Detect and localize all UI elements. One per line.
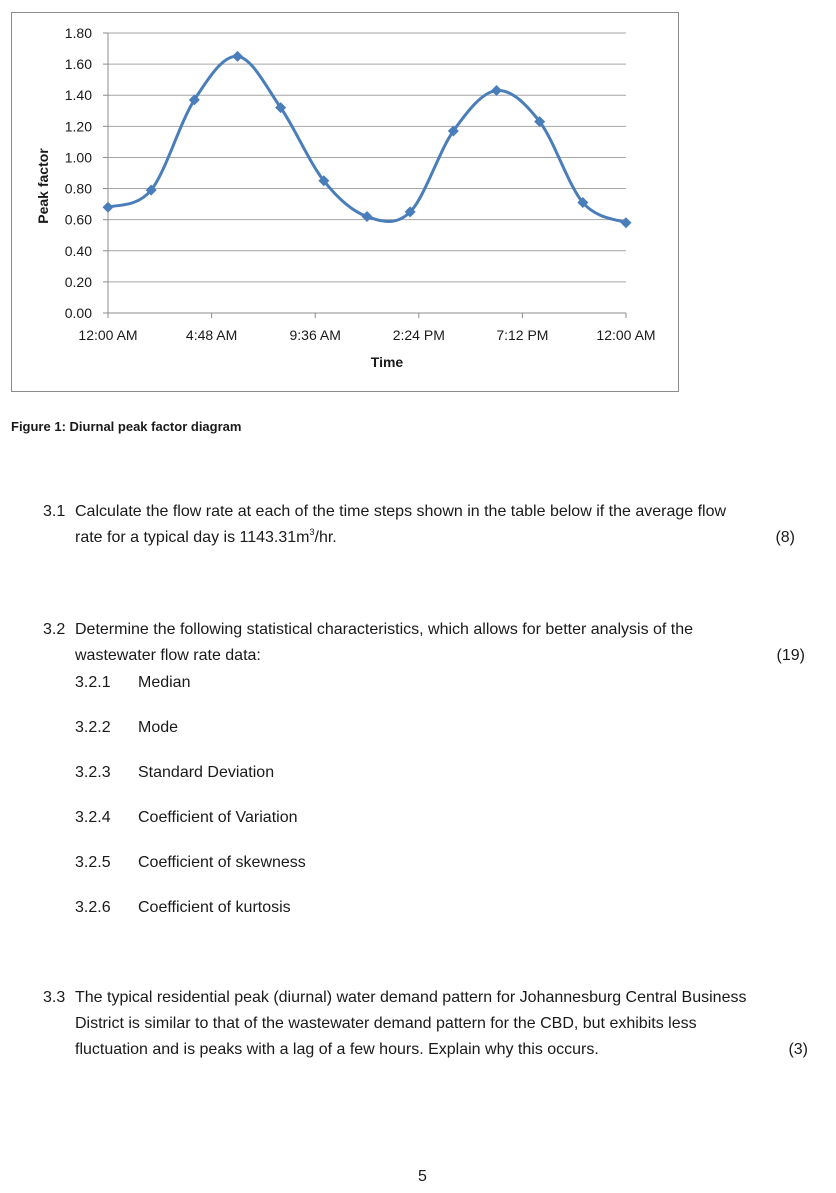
question-text-line: Determine the following statistical characteristics, which allows for better analysis of the	[75, 621, 694, 638]
question-3-2	[43, 617, 808, 669]
question-number: 3.3	[43, 989, 66, 1006]
question-3-1	[43, 499, 808, 551]
y-tick-label: 1.20	[64, 118, 92, 135]
subitem-number: 3.2.6	[75, 899, 111, 916]
subitem-text: Coefficient of kurtosis	[138, 899, 291, 916]
question-number: 3.1	[43, 503, 66, 520]
subitem-text: Median	[138, 674, 191, 691]
series-line	[108, 56, 626, 222]
superscript: 3	[309, 527, 315, 537]
y-tick-label: 0.40	[64, 242, 92, 259]
subitem-number: 3.2.5	[75, 854, 111, 871]
question-text-line: fluctuation and is peaks with a lag of a few hours. Explain why this occurs.	[75, 1041, 599, 1058]
question-text-line: wastewater flow rate data:	[75, 647, 261, 664]
diurnal-peak-factor-chart	[11, 12, 679, 392]
y-axis-title: Peak factor	[35, 148, 51, 224]
marks-label: (3)	[788, 1041, 808, 1058]
x-tick-label: 7:12 PM	[496, 327, 549, 343]
subitem-text: Mode	[138, 719, 179, 736]
question-number: 3.2	[43, 621, 66, 638]
question-text-line: District is similar to that of the wastewater demand pattern for the CBD, but exhibits less	[75, 1015, 697, 1032]
x-tick-label: 12:00 AM	[78, 327, 138, 343]
x-axis-title: Time	[370, 354, 404, 370]
y-tick-label: 1.60	[64, 56, 92, 73]
figure-caption: Figure 1: Diurnal peak factor diagram	[11, 419, 242, 434]
y-tick-label: 0.60	[64, 211, 92, 228]
question-text-line: Calculate the flow rate at each of the time steps shown in the table below if the average flow	[75, 503, 727, 520]
data-point-marker	[362, 211, 373, 222]
subitem-number: 3.2.3	[75, 764, 111, 781]
data-point-marker	[491, 85, 502, 96]
subitem-number: 3.2.2	[75, 719, 111, 736]
data-point-marker	[232, 51, 243, 62]
subitem-text: Coefficient of skewness	[138, 854, 306, 871]
subitem-number: 3.2.4	[75, 809, 111, 826]
marks-label: (19)	[776, 647, 805, 664]
x-tick-label: 2:24 PM	[392, 327, 445, 343]
question-text-line: The typical residential peak (diurnal) water demand pattern for Johannesburg Central Business	[75, 989, 747, 1006]
y-tick-label: 0.80	[64, 180, 92, 197]
page-number: 5	[418, 1168, 427, 1185]
data-point-marker	[103, 202, 114, 213]
subitem-text: Standard Deviation	[138, 764, 275, 781]
y-tick-label: 1.00	[64, 149, 92, 166]
question-text-line: rate for a typical day is $1143.31m^3/hr$.	[75, 527, 337, 546]
y-tick-label: 0.00	[64, 305, 92, 321]
chart-svg	[12, 13, 680, 393]
question-3-3	[43, 985, 821, 1063]
data-point-marker	[621, 217, 632, 228]
x-tick-label: 12:00 AM	[596, 327, 656, 343]
x-tick-label: 9:36 AM	[289, 327, 341, 343]
y-tick-label: 0.20	[64, 273, 92, 290]
y-tick-label: 1.40	[64, 87, 92, 104]
subitem-text: Coefficient of Variation	[138, 809, 298, 826]
y-tick-label: 1.80	[64, 25, 92, 41]
marks-label: (8)	[775, 529, 795, 546]
subitem-number: 3.2.1	[75, 674, 111, 691]
x-tick-label: 4:48 AM	[185, 327, 238, 343]
